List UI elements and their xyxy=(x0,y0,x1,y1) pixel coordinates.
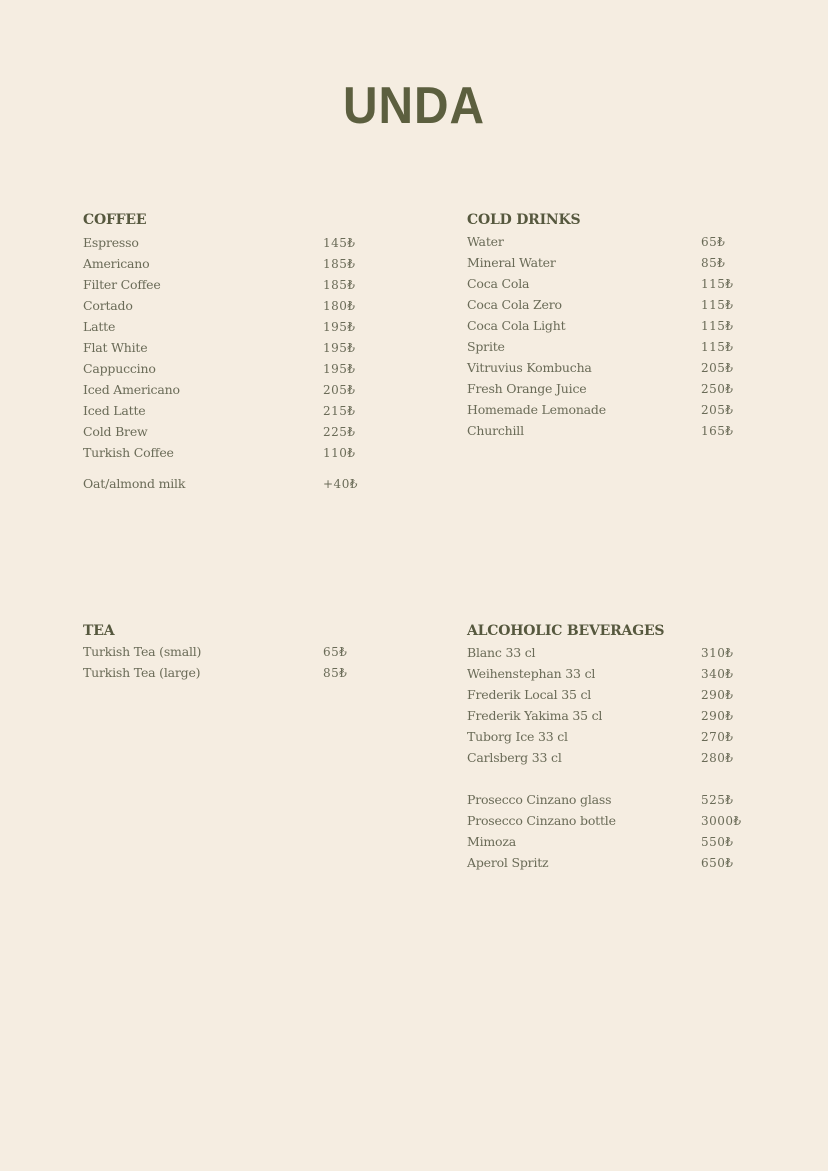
menu-item xyxy=(83,338,383,358)
item-price: 85₺ xyxy=(701,256,726,270)
item-price: 205₺ xyxy=(701,403,734,417)
menu-item xyxy=(467,685,767,705)
item-name: Americano xyxy=(83,256,150,271)
item-price: 290₺ xyxy=(701,688,734,702)
item-price: 205₺ xyxy=(323,383,356,397)
item-name: Iced Americano xyxy=(83,382,180,397)
item-name: Mineral Water xyxy=(467,255,556,270)
item-price: 195₺ xyxy=(323,320,356,334)
item-name: Coca Cola Light xyxy=(467,318,566,333)
menu-item xyxy=(467,253,767,273)
menu-item xyxy=(83,642,383,662)
menu-item xyxy=(83,401,383,421)
item-price: 115₺ xyxy=(701,298,734,312)
menu-item xyxy=(467,274,767,294)
menu-item xyxy=(83,296,383,316)
item-price: 85₺ xyxy=(323,666,348,680)
item-price: 195₺ xyxy=(323,362,356,376)
item-name: Turkish Coffee xyxy=(83,445,174,460)
item-price: 215₺ xyxy=(323,404,356,418)
alcoholic-title: ALCOHOLIC BEVERAGES xyxy=(467,623,665,639)
item-price: 550₺ xyxy=(701,835,734,849)
item-name: Turkish Tea (large) xyxy=(83,665,201,680)
item-name: Weihenstephan 33 cl xyxy=(467,666,596,681)
item-name: Cappuccino xyxy=(83,361,156,376)
item-name: Prosecco Cinzano glass xyxy=(467,792,612,807)
menu-item xyxy=(467,421,767,441)
item-name: Blanc 33 cl xyxy=(467,645,536,660)
item-name: Latte xyxy=(83,319,116,334)
menu-item xyxy=(467,337,767,357)
menu-item xyxy=(467,643,767,663)
menu-item xyxy=(83,254,383,274)
item-name: Turkish Tea (small) xyxy=(83,644,202,659)
menu-item xyxy=(83,380,383,400)
item-name: Frederik Local 35 cl xyxy=(467,687,592,702)
item-name: Iced Latte xyxy=(83,403,146,418)
menu-item xyxy=(467,358,767,378)
item-price: 145₺ xyxy=(323,236,356,250)
item-price: 250₺ xyxy=(701,382,734,396)
menu-item xyxy=(467,727,767,747)
menu-item xyxy=(467,295,767,315)
item-price: 115₺ xyxy=(701,277,734,291)
item-price: 115₺ xyxy=(701,319,734,333)
cold-drinks-title: COLD DRINKS xyxy=(467,212,581,228)
item-price: 3000₺ xyxy=(701,814,742,828)
item-price: +40₺ xyxy=(323,477,358,491)
item-price: 185₺ xyxy=(323,257,356,271)
item-price: 185₺ xyxy=(323,278,356,292)
item-price: 270₺ xyxy=(701,730,734,744)
item-name: Oat/almond milk xyxy=(83,476,186,491)
menu-item xyxy=(467,853,767,873)
item-name: Churchill xyxy=(467,423,524,438)
item-name: Aperol Spritz xyxy=(467,855,549,870)
item-price: 180₺ xyxy=(323,299,356,313)
item-price: 65₺ xyxy=(323,645,348,659)
menu-item xyxy=(83,317,383,337)
item-price: 650₺ xyxy=(701,856,734,870)
menu-item xyxy=(467,706,767,726)
item-price: 340₺ xyxy=(701,667,734,681)
menu-item-extra xyxy=(83,474,383,494)
item-price: 525₺ xyxy=(701,793,734,807)
item-price: 290₺ xyxy=(701,709,734,723)
menu-item xyxy=(467,832,767,852)
item-name: Filter Coffee xyxy=(83,277,161,292)
menu-item xyxy=(467,664,767,684)
menu-item xyxy=(467,400,767,420)
menu-item xyxy=(467,811,767,831)
item-price: 110₺ xyxy=(323,446,356,460)
menu-item xyxy=(83,443,383,463)
menu-item xyxy=(83,663,383,683)
brand-logo: UNDA xyxy=(343,77,485,135)
item-name: Fresh Orange Juice xyxy=(467,381,587,396)
menu-item xyxy=(83,359,383,379)
item-name: Espresso xyxy=(83,235,139,250)
menu-item xyxy=(467,379,767,399)
item-name: Frederik Yakima 35 cl xyxy=(467,708,603,723)
item-name: Cortado xyxy=(83,298,133,313)
item-name: Coca Cola Zero xyxy=(467,297,562,312)
item-price: 225₺ xyxy=(323,425,356,439)
item-name: Coca Cola xyxy=(467,276,530,291)
item-price: 165₺ xyxy=(701,424,734,438)
item-name: Prosecco Cinzano bottle xyxy=(467,813,616,828)
item-name: Mimoza xyxy=(467,834,517,849)
menu-item xyxy=(467,748,767,768)
menu-item xyxy=(83,422,383,442)
item-name: Water xyxy=(467,234,504,249)
menu-item xyxy=(83,233,383,253)
menu-item xyxy=(467,316,767,336)
menu-item xyxy=(467,790,767,810)
item-price: 195₺ xyxy=(323,341,356,355)
item-name: Homemade Lemonade xyxy=(467,402,606,417)
menu-item xyxy=(467,232,767,252)
item-name: Tuborg Ice 33 cl xyxy=(467,729,568,744)
item-price: 65₺ xyxy=(701,235,726,249)
item-price: 205₺ xyxy=(701,361,734,375)
item-name: Cold Brew xyxy=(83,424,148,439)
item-price: 310₺ xyxy=(701,646,734,660)
item-price: 280₺ xyxy=(701,751,734,765)
menu-item xyxy=(83,275,383,295)
item-name: Carlsberg 33 cl xyxy=(467,750,562,765)
item-name: Flat White xyxy=(83,340,148,355)
item-name: Sprite xyxy=(467,339,505,354)
tea-title: TEA xyxy=(83,623,115,639)
item-name: Vitruvius Kombucha xyxy=(467,360,592,375)
coffee-title: COFFEE xyxy=(83,212,147,228)
item-price: 115₺ xyxy=(701,340,734,354)
